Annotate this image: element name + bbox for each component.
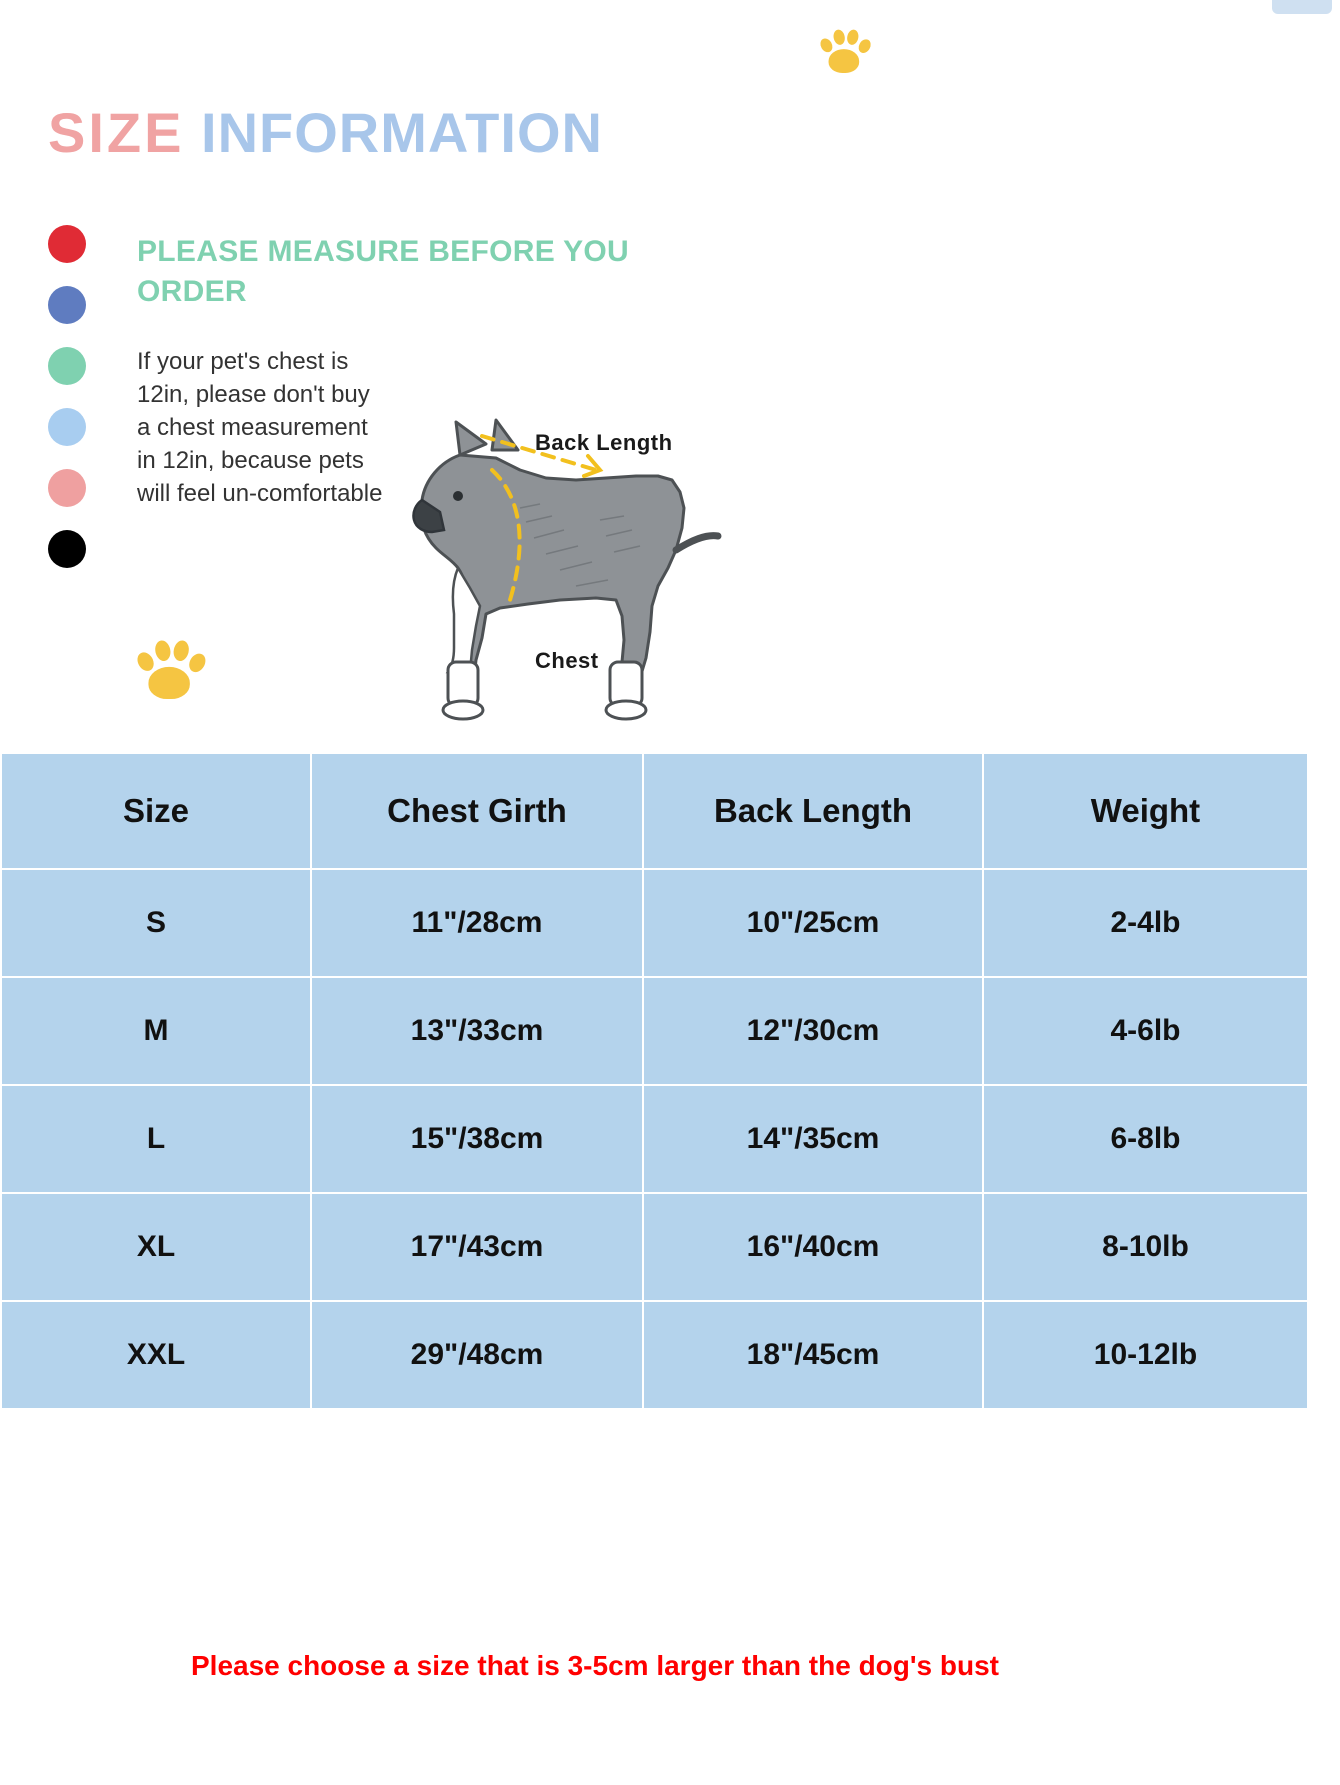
header-size: Size [1, 753, 311, 869]
paw-print-icon-top [819, 26, 867, 74]
cell-size: L [1, 1085, 311, 1193]
page-title-part2: INFORMATION [201, 101, 603, 164]
cell-back: 18"/45cm [643, 1301, 983, 1409]
table-row [1, 1301, 1308, 1409]
cell-back: 14"/35cm [643, 1085, 983, 1193]
size-table [0, 752, 1309, 1410]
table-row [1, 1085, 1308, 1193]
table-row [1, 977, 1308, 1085]
cell-chest: 13"/33cm [311, 977, 643, 1085]
dot-lightblue [48, 408, 86, 446]
table-row [1, 1193, 1308, 1301]
edge-mark [1272, 0, 1332, 14]
table-header-row [1, 753, 1308, 869]
header-back: Back Length [643, 753, 983, 869]
dot-black [48, 530, 86, 568]
cell-weight: 4-6lb [983, 977, 1308, 1085]
cell-weight: 2-4lb [983, 869, 1308, 977]
dot-blue [48, 286, 86, 324]
measure-notice-title: PLEASE MEASURE BEFORE YOU ORDER [137, 235, 630, 308]
color-dot-list [48, 225, 86, 591]
cell-size: M [1, 977, 311, 1085]
footer-note: Please choose a size that is 3-5cm larger than the dog's bust [190, 1650, 1000, 1681]
page-title-part1: SIZE [48, 101, 185, 164]
back-length-label: Back Length [535, 430, 673, 455]
cell-back: 10"/25cm [643, 869, 983, 977]
measure-notice-body: If your pet's chest is 12in, please don't buy a chest measurement in 12in, because pets will feel un-comfortable [137, 348, 383, 508]
cell-size: XL [1, 1193, 311, 1301]
cell-chest: 15"/38cm [311, 1085, 643, 1193]
cell-back: 16"/40cm [643, 1193, 983, 1301]
cell-chest: 11"/28cm [311, 869, 643, 977]
cell-weight: 8-10lb [983, 1193, 1308, 1301]
header-weight: Weight [983, 753, 1308, 869]
cell-back: 12"/30cm [643, 977, 983, 1085]
cell-chest: 17"/43cm [311, 1193, 643, 1301]
cell-size: S [1, 869, 311, 977]
chest-label: Chest [535, 648, 599, 673]
header-chest: Chest Girth [311, 753, 643, 869]
cell-weight: 10-12lb [983, 1301, 1308, 1409]
table-row [1, 869, 1308, 977]
dot-red [48, 225, 86, 263]
dot-green [48, 347, 86, 385]
cell-chest: 29"/48cm [311, 1301, 643, 1409]
page-title [48, 100, 603, 165]
dot-pink [48, 469, 86, 507]
cell-size: XXL [1, 1301, 311, 1409]
cell-weight: 6-8lb [983, 1085, 1308, 1193]
paw-print-icon-left [136, 636, 200, 700]
